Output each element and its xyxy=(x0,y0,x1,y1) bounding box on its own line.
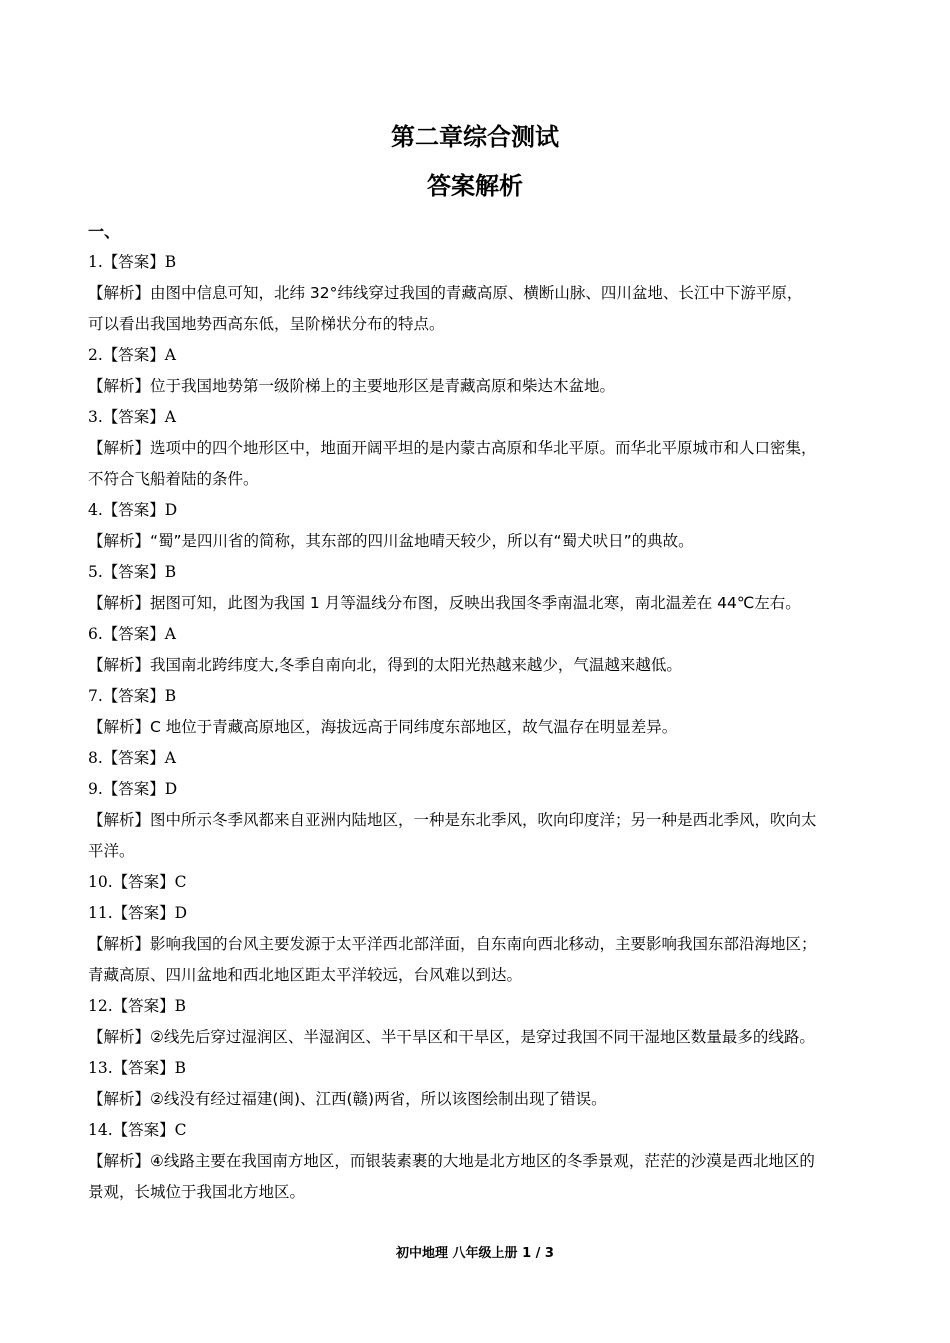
page-subtitle: 答案解析 xyxy=(427,172,523,200)
analysis-line: 【解析】④线路主要在我国南方地区，而银装素裹的大地是北方地区的冬季景观，茫茫的沙漠是西北地区的 xyxy=(88,1152,815,1170)
page-footer: 初中地理 八年级上册 1 / 3 xyxy=(396,1246,554,1261)
answer-line: 12.【答案】B xyxy=(88,997,187,1015)
analysis-line: 景观，长城位于我国北方地区。 xyxy=(88,1183,306,1201)
section-heading: 一、 xyxy=(88,222,121,241)
answer-line: 11.【答案】D xyxy=(88,904,188,922)
answer-line: 14.【答案】C xyxy=(88,1121,187,1139)
answer-line: 4.【答案】D xyxy=(88,501,178,519)
answer-line: 5.【答案】B xyxy=(88,563,177,581)
answer-line: 2.【答案】A xyxy=(88,346,176,364)
analysis-line: 【解析】②线先后穿过湿润区、半湿润区、半干旱区和干旱区，是穿过我国不同干湿地区数量最多的线路。 xyxy=(88,1028,815,1046)
analysis-line: 【解析】图中所示冬季风都来自亚洲内陆地区，一种是东北季风，吹向印度洋；另一种是西北季风，吹向太 xyxy=(88,811,817,829)
analysis-line: 青藏高原、四川盆地和西北地区距太平洋较远，台风难以到达。 xyxy=(88,966,523,984)
answer-line: 8.【答案】A xyxy=(88,749,176,767)
analysis-line: 不符合飞船着陆的条件。 xyxy=(88,470,259,488)
answer-line: 9.【答案】D xyxy=(88,780,178,798)
analysis-line: 可以看出我国地势西高东低，呈阶梯状分布的特点。 xyxy=(88,315,445,333)
analysis-line: 【解析】我国南北跨纬度大,冬季自南向北，得到的太阳光热越来越少，气温越来越低。 xyxy=(88,656,682,674)
analysis-line: 【解析】②线没有经过福建(闽)、江西(赣)两省，所以该图绘制出现了错误。 xyxy=(88,1090,607,1108)
answer-list xyxy=(88,247,868,1208)
analysis-line: 【解析】位于我国地势第一级阶梯上的主要地形区是青藏高原和柴达木盆地。 xyxy=(88,377,616,395)
analysis-line: 【解析】据图可知，此图为我国 1 月等温线分布图，反映出我国冬季南温北寒，南北温差在 44℃左右。 xyxy=(88,594,801,612)
answer-line: 10.【答案】C xyxy=(88,873,187,891)
analysis-line: 【解析】C 地位于青藏高原地区，海拔远高于同纬度东部地区，故气温存在明显差异。 xyxy=(88,718,678,736)
analysis-line: 【解析】影响我国的台风主要发源于太平洋西北部洋面，自东南向西北移动，主要影响我国东部沿海地区； xyxy=(88,935,817,953)
answer-line: 7.【答案】B xyxy=(88,687,177,705)
answer-line: 3.【答案】A xyxy=(88,408,176,426)
analysis-line: 平洋。 xyxy=(88,842,135,860)
answer-line: 6.【答案】A xyxy=(88,625,176,643)
answer-line: 13.【答案】B xyxy=(88,1059,187,1077)
analysis-line: 【解析】“蜀”是四川省的简称，其东部的四川盆地晴天较少，所以有“蜀犬吠日”的典故。 xyxy=(88,532,694,550)
analysis-line: 【解析】选项中的四个地形区中，地面开阔平坦的是内蒙古高原和华北平原。而华北平原城市和人口密集， xyxy=(88,439,817,457)
page-title: 第二章综合测试 xyxy=(391,123,559,151)
answer-line: 1.【答案】B xyxy=(88,253,177,271)
analysis-line: 【解析】由图中信息可知，北纬 32°纬线穿过我国的青藏高原、横断山脉、四川盆地、长江中下游平原， xyxy=(88,284,803,302)
